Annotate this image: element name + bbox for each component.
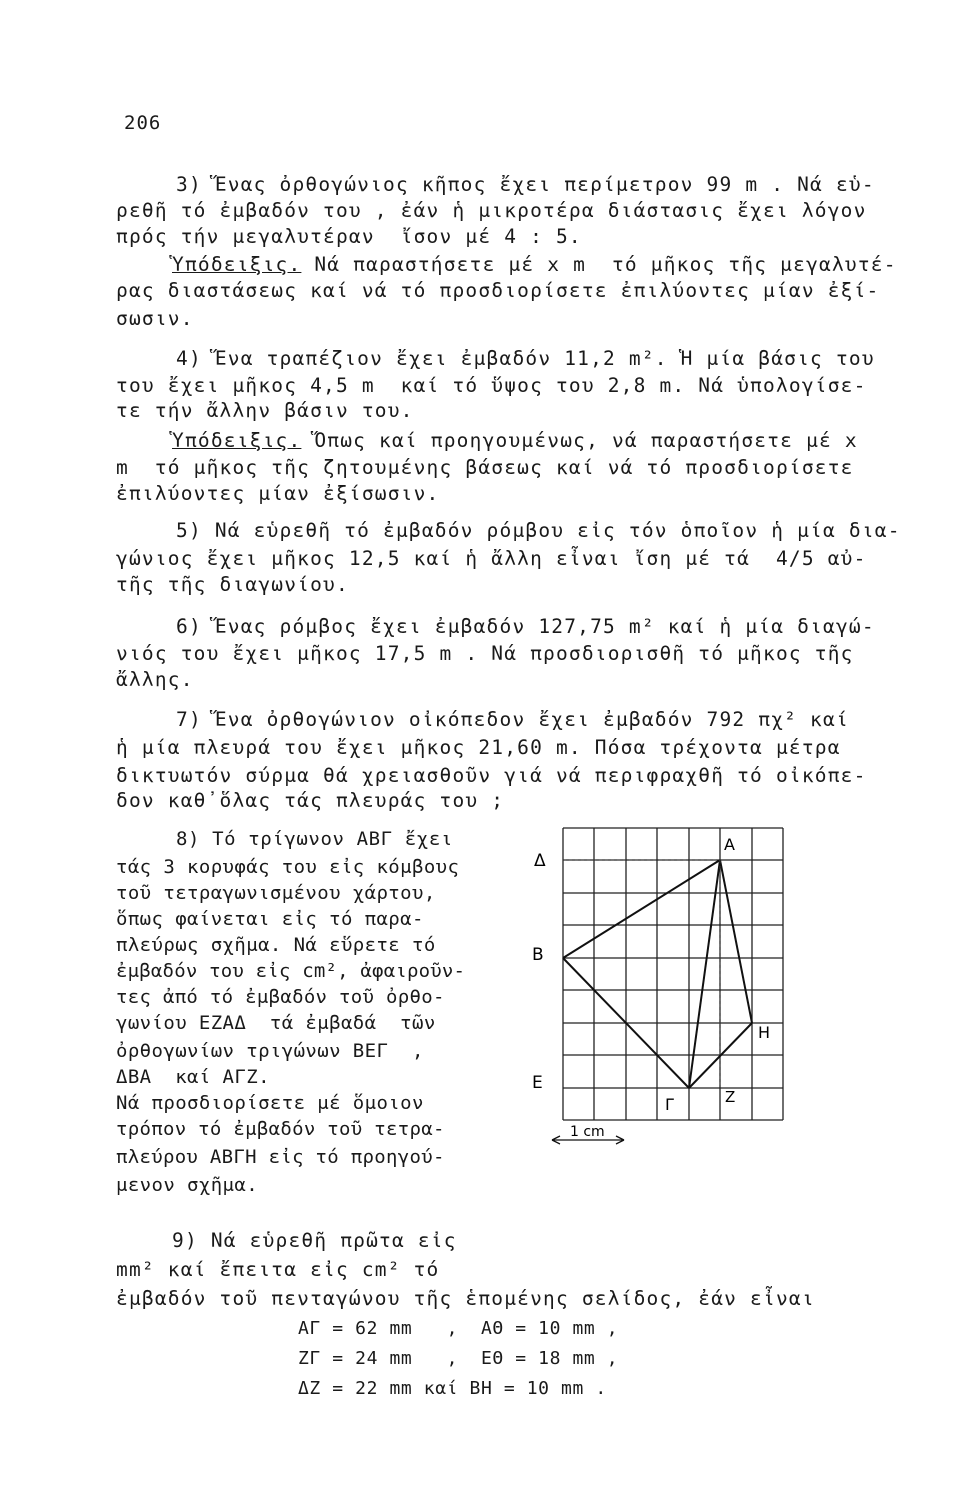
problem-5-line-3: τῆς τῆς διαγωνίου.	[116, 573, 349, 596]
squared-paper-figure	[520, 820, 790, 1150]
label-E: E	[532, 1073, 543, 1093]
problem-7-line-1: 7) Ἕνα ὀρθογώνιον οἰκόπεδον ἔχει ἐμβαδόν 792 πχ² καί	[176, 708, 849, 731]
problem-6-line-2: νιός του ἔχει μῆκος 17,5 m . Νά προσδιορισθῆ τό μῆκος τῆς	[116, 642, 854, 665]
problem-8-line-12: τρόπον τό ἐμβαδόν τοῦ τετρα-	[116, 1118, 445, 1140]
problem-3-line-5: ρας διαστάσεως καί νά τό προσδιορίσετε ἐπιλύοντες μίαν ἐξί-	[116, 279, 880, 302]
problem-8-line-5: πλεύρως σχῆμα. Νά εὕρετε τό	[116, 934, 436, 956]
formula-2: ΖΓ = 24 mm , ΕΘ = 18 mm ,	[298, 1348, 619, 1369]
problem-5-line-2: γώνιος ἔχει μῆκος 12,5 καί ἡ ἄλλη εἶναι ἴση μέ τά 4/5 αὐ-	[116, 547, 867, 570]
problem-4-line-5: m τό μῆκος τῆς ζητουμένης βάσεως καί νά τό προσδιορίσετε	[116, 456, 854, 479]
problem-9-line-3: ἐμβαδόν τοῦ πενταγώνου τῆς ἑπομένης σελίδος, ἐάν εἶναι	[116, 1287, 815, 1310]
problem-8-line-4: ὅπως φαίνεται εἰς τό παρα-	[116, 908, 424, 930]
formula-3: ΔΖ = 22 mm καί ΒΗ = 10 mm .	[298, 1378, 607, 1399]
hint-text: Ὅπως καί προηγουμένως, νά παραστήσετε μέ x	[301, 429, 858, 452]
problem-8-line-2: τάς 3 κορυφάς του εἰς κόμβους	[116, 856, 460, 878]
label-G: Γ	[665, 1095, 674, 1114]
problem-9-line-1: 9) Νά εὑρεθῆ πρῶτα εἰς	[172, 1229, 457, 1252]
problem-9-line-2: mm² καί ἔπειτα εἰς cm² τό	[116, 1258, 440, 1281]
problem-8-line-14: μενον σχῆμα.	[116, 1174, 259, 1196]
problem-3-line-1: 3) Ἕνας ὀρθογώνιος κῆπος ἔχει περίμετρον 99 m . Νά εὑ-	[176, 173, 875, 196]
problem-5-line-1: 5) Νά εὑρεθῆ τό ἐμβαδόν ρόμβου εἰς τόν ὁποῖον ἡ μία δια-	[176, 519, 901, 542]
label-A: A	[724, 835, 735, 854]
grid-lines	[563, 828, 783, 1120]
dashed-helper-lines	[563, 860, 720, 1088]
problem-4-line-1: 4) Ἕνα τραπέζιον ἔχει ἐμβαδόν 11,2 m². Ἡ μία βάσις του	[176, 347, 875, 370]
page-number: 206	[124, 112, 162, 134]
problem-8-line-9: ὀρθογωνίων τριγώνων ΒΕΓ ,	[116, 1040, 424, 1062]
hint-text: Νά παραστήσετε μέ x m τό μῆκος τῆς μεγαλυτέ-	[301, 253, 897, 276]
problem-4-line-6: ἐπιλύοντες μίαν ἐξίσωσιν.	[116, 482, 440, 505]
scale-bar	[552, 1124, 624, 1144]
label-D: Δ	[534, 851, 546, 871]
problem-6-line-3: ἄλλης.	[116, 668, 194, 691]
problem-8-line-6: ἐμβαδόν του εἰς cm², ἀφαιροῦν-	[116, 960, 466, 982]
problem-7-line-4: δον καθ᾽ὅλας τάς πλευράς του ;	[116, 789, 505, 812]
problem-8-line-3: τοῦ τετραγωνισμένου χάρτου,	[116, 882, 436, 904]
scale-label: 1 cm	[570, 1124, 605, 1140]
triangle-abg	[563, 860, 720, 1088]
label-B: B	[532, 945, 544, 965]
problem-3-line-3: πρός τήν μεγαλυτέραν ἴσον μέ 4 : 5.	[116, 225, 582, 248]
problem-4-line-3: τε τήν ἄλλην βάσιν του.	[116, 399, 414, 422]
problem-3-line-6: σωσιν.	[116, 307, 194, 330]
formula-1: ΑΓ = 62 mm , ΑΘ = 10 mm ,	[298, 1318, 619, 1339]
hint-label: Ὑπόδειξις.	[172, 429, 302, 452]
problem-8-line-11: Νά προσδιορίσετε μέ ὅμοιον	[116, 1092, 424, 1114]
problem-8-line-13: πλεύρου ΑΒΓΗ εἰς τό προηγού-	[116, 1146, 445, 1168]
problem-8-line-8: γωνίου ΕΖΑΔ τά ἐμβαδά τῶν	[116, 1012, 436, 1034]
problem-3-hint	[172, 252, 897, 278]
label-H: H	[758, 1023, 771, 1042]
problem-8-line-10: ΔΒΑ καί ΑΓΖ.	[116, 1066, 270, 1088]
problem-4-hint	[172, 428, 858, 454]
label-Z: Z	[725, 1088, 736, 1106]
problem-3-line-2: ρεθῆ τό ἐμβαδόν του , ἐάν ἡ μικροτέρα διάστασις ἔχει λόγον	[116, 199, 867, 222]
problem-7-line-3: δικτυωτόν σύρμα θά χρειασθοῦν γιά νά περιφραχθῆ τό οἰκόπε-	[116, 764, 867, 787]
hint-label: Ὑπόδειξις.	[172, 253, 302, 276]
problem-4-line-2: του ἔχει μῆκος 4,5 m καί τό ὕψος του 2,8 m. Νά ὑπολογίσε-	[116, 374, 867, 397]
problem-8-line-1: 8) Τό τρίγωνον ΑΒΓ ἔχει	[176, 828, 453, 850]
problem-6-line-1: 6) Ἕνας ρόμβος ἔχει ἐμβαδόν 127,75 m² καί ἡ μία διαγώ-	[176, 615, 875, 638]
problem-8-line-7: τες ἀπό τό ἐμβαδόν τοῦ ὀρθο-	[116, 986, 445, 1008]
problem-7-line-2: ἡ μία πλευρά του ἔχει μῆκος 21,60 m. Πόσα τρέχοντα μέτρα	[116, 736, 841, 759]
